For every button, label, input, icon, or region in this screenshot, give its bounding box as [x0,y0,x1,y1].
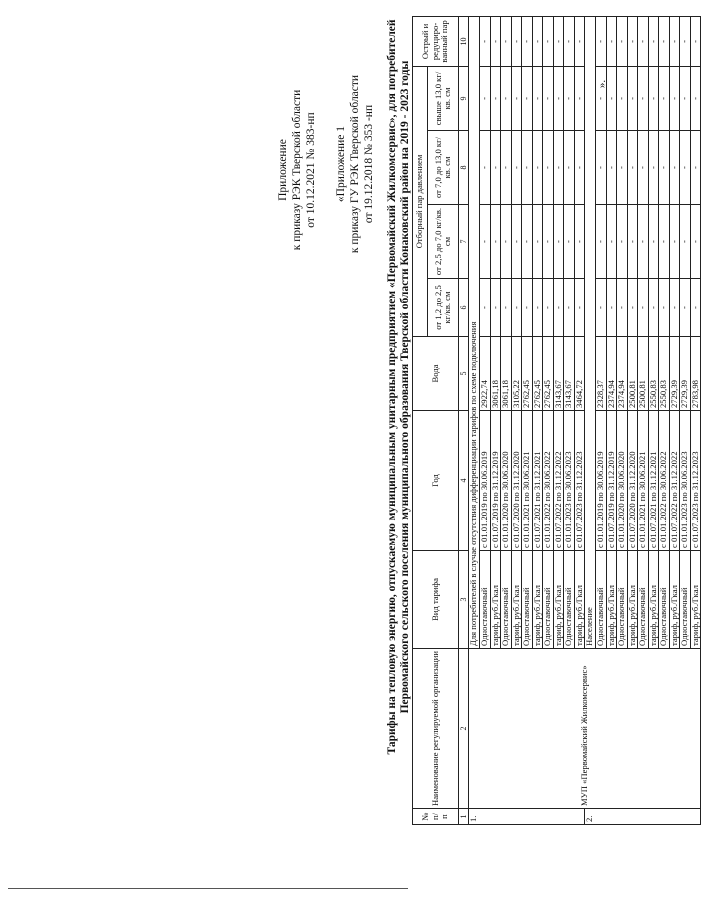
section-header-row [469,16,480,824]
empty-value-cell: - [574,16,585,66]
empty-value-cell: - [564,279,575,337]
org-name-cell: МУП «Первомайский Жилкомсервис» [469,649,701,809]
empty-value-cell: - [480,131,491,205]
tariff-type-cell: тариф, руб./Гкал [627,551,638,649]
tariff-type-cell: Одноставочный [543,551,554,649]
water-value-cell: 2762,45 [532,337,543,411]
period-cell: с 01.01.2019 по 30.06.2019 [596,411,607,551]
tariff-table-body [469,16,701,824]
empty-value-cell: - [638,279,649,337]
header-line: к приказу РЭК Тверской области [291,89,303,251]
water-value-cell: 2762,45 [543,337,554,411]
tariff-type-cell: Одноставочный [680,551,691,649]
empty-value-cell: - [690,205,701,279]
water-value-cell: 2762,45 [522,337,533,411]
col-number: 5 [459,337,469,411]
col-number: 3 [459,551,469,649]
period-cell: с 01.01.2022 по 30.06.2022 [543,411,554,551]
period-cell: с 01.07.2020 по 31.12.2020 [627,411,638,551]
empty-value-cell: - [511,205,522,279]
tariff-table-wrapper [412,17,701,825]
period-cell: с 01.07.2020 по 31.12.2020 [511,411,522,551]
empty-value-cell: - [648,16,659,66]
empty-value-cell: - [669,66,680,130]
empty-value-cell: - [627,205,638,279]
empty-value-cell: - [648,66,659,130]
header-line: от 19.12.2018 № 353 -нп [363,104,375,224]
col-header-type: Вид тарифа [413,551,459,649]
empty-value-cell: - [553,279,564,337]
empty-value-cell: - [522,131,533,205]
empty-value-cell: - [522,16,533,66]
period-cell: с 01.01.2021 по 30.06.2021 [522,411,533,551]
empty-value-cell: - [564,205,575,279]
tariff-type-cell: тариф, руб./Гкал [648,551,659,649]
empty-value-cell: - [617,131,628,205]
appendix-header [334,14,376,314]
col-header-org: Наименование регулируемой организации [413,649,459,809]
empty-value-cell: - [627,131,638,205]
title-line: Первомайского сельского поселения муниципального образования Тверской области Конаковский район на 2019 - 2023 годы [399,60,411,714]
empty-value-cell: - [522,66,533,130]
water-value-cell: 3464,72 [574,337,585,411]
empty-value-cell: - [669,16,680,66]
header-line: «Приложение 1 [335,125,347,203]
section-number: 2. [585,809,701,825]
period-cell: с 01.01.2019 по 30.06.2019 [480,411,491,551]
water-value-cell: 2783,98 [690,337,701,411]
empty-value-cell: - [532,66,543,130]
empty-value-cell: - [617,205,628,279]
empty-value-cell: - [659,16,670,66]
empty-value-cell: - [511,66,522,130]
water-value-cell: 3061,18 [501,337,512,411]
tariff-type-cell: тариф, руб./Гкал [606,551,617,649]
period-cell: с 01.01.2022 по 30.06.2022 [659,411,670,551]
water-value-cell: 3143,67 [564,337,575,411]
water-value-cell: 2500,81 [638,337,649,411]
tariff-type-cell: Одноставочный [564,551,575,649]
empty-value-cell: - [564,16,575,66]
empty-value-cell: - [659,279,670,337]
empty-value-cell: - [659,205,670,279]
empty-value-cell: - [543,279,554,337]
empty-value-cell: - [564,131,575,205]
empty-value-cell: - [543,16,554,66]
empty-value-cell: - [659,66,670,130]
section-label: Население [585,16,596,648]
empty-value-cell: - [690,131,701,205]
empty-value-cell: - [627,66,638,130]
empty-value-cell: - [501,131,512,205]
empty-value-cell: - [511,279,522,337]
tariff-type-cell: Одноставочный [638,551,649,649]
col-header-p4: свыше 13,0 кг/кв. см [428,66,459,130]
empty-value-cell: - [490,279,501,337]
empty-value-cell: - [543,66,554,130]
col-header-sharp-steam: Острый и редуциро- ванный пар [413,16,459,66]
empty-value-cell: - [522,279,533,337]
empty-value-cell: - [680,279,691,337]
empty-value-cell: - [553,66,564,130]
footer-rule [8,888,408,889]
empty-value-cell: - [532,205,543,279]
empty-value-cell: - [596,131,607,205]
period-cell: с 01.01.2023 по 30.06.2023 [680,411,691,551]
water-value-cell: 2374,94 [606,337,617,411]
tariff-type-cell: тариф, руб./Гкал [511,551,522,649]
empty-value-cell: - [501,279,512,337]
empty-value-cell: - [648,205,659,279]
water-value-cell: 2729,39 [669,337,680,411]
period-cell: с 01.07.2019 по 31.12.2019 [606,411,617,551]
empty-value-cell: - [669,131,680,205]
rotated-page [14,0,700,860]
empty-value-cell: - [532,131,543,205]
empty-value-cell: - [680,131,691,205]
water-value-cell: 2328,37 [596,337,607,411]
empty-value-cell: - [638,16,649,66]
empty-value-cell: - [490,66,501,130]
empty-value-cell: - [511,131,522,205]
empty-value-cell: - [617,16,628,66]
empty-value-cell: - [606,66,617,130]
tariff-type-cell: тариф, руб./Гкал [574,551,585,649]
empty-value-cell: - [627,16,638,66]
water-value-cell: 3143,67 [553,337,564,411]
period-cell: с 01.07.2019 по 31.12.2019 [490,411,501,551]
title-line: Тарифы на тепловую энергию, отпускаемую муниципальным унитарным предприятием «Первомайский Жилкомсервис», для потребителей [386,19,398,755]
empty-value-cell: - [690,66,701,130]
col-number: 6 [459,279,469,337]
water-value-cell: 3061,18 [490,337,501,411]
empty-value-cell: - [596,279,607,337]
empty-value-cell: - [659,131,670,205]
period-cell: с 01.01.2020 по 30.06.2020 [501,411,512,551]
empty-value-cell: - [606,131,617,205]
empty-value-cell: - [553,131,564,205]
empty-value-cell: - [490,205,501,279]
empty-value-cell: - [638,66,649,130]
period-cell: с 01.07.2022 по 31.12.2022 [669,411,680,551]
empty-value-cell: - [690,16,701,66]
tariff-type-cell: Одноставочный [480,551,491,649]
header-line: от 10.12.2021 № 383-нп [305,112,317,228]
header-line: Приложение [277,139,289,201]
empty-value-cell: - [638,131,649,205]
period-cell: с 01.01.2021 по 30.06.2021 [638,411,649,551]
empty-value-cell: - [596,66,607,130]
col-header-num: № п/ п [413,809,459,825]
empty-value-cell: - [669,205,680,279]
period-cell: с 01.07.2023 по 31.12.2023 [690,411,701,551]
empty-value-cell: - [480,16,491,66]
empty-value-cell: - [680,205,691,279]
empty-value-cell: - [627,279,638,337]
tariff-type-cell: Одноставочный [522,551,533,649]
tariff-table [412,16,701,825]
col-number: 1 [459,809,469,825]
col-header-p3: от 7,0 до 13,0 кг/кв. см [428,131,459,205]
empty-value-cell: - [574,66,585,130]
empty-value-cell: - [648,131,659,205]
empty-value-cell: - [501,66,512,130]
tariff-type-cell: тариф, руб./Гкал [669,551,680,649]
empty-value-cell: - [564,66,575,130]
tariff-type-cell: Одноставочный [501,551,512,649]
empty-value-cell: - [480,66,491,130]
empty-value-cell: - [669,279,680,337]
empty-value-cell: - [606,16,617,66]
col-number: 8 [459,131,469,205]
tariff-type-cell: тариф, руб./Гкал [553,551,564,649]
tariff-type-cell: Одноставочный [659,551,670,649]
col-header-steam-group: Отборный пар давлением [413,66,428,336]
tariff-type-cell: Одноставочный [617,551,628,649]
empty-value-cell: - [543,131,554,205]
empty-value-cell: - [648,279,659,337]
period-cell: с 01.07.2021 по 31.12.2021 [648,411,659,551]
water-value-cell: 2729,39 [680,337,691,411]
tariff-type-cell: тариф, руб./Гкал [690,551,701,649]
empty-value-cell: - [480,279,491,337]
empty-value-cell: - [690,279,701,337]
empty-value-cell: - [606,205,617,279]
period-cell: с 01.07.2022 по 31.12.2022 [553,411,564,551]
water-value-cell: 2550,83 [648,337,659,411]
col-number: 10 [459,16,469,66]
header-line: к приказу ГУ РЭК Тверской области [349,74,361,254]
empty-value-cell: - [680,16,691,66]
empty-value-cell: - [532,16,543,66]
tariff-type-cell: тариф, руб./Гкал [532,551,543,649]
col-header-p2: от 2,5 до 7,0 кг/кв. см [428,205,459,279]
empty-value-cell: - [543,205,554,279]
empty-value-cell: - [574,279,585,337]
section-number: 1. [469,809,585,825]
water-value-cell: 2500,81 [627,337,638,411]
document-title [386,2,412,772]
empty-value-cell: - [501,16,512,66]
water-value-cell: 2922,74 [480,337,491,411]
empty-value-cell: - [522,205,533,279]
tariff-type-cell: Одноставочный [596,551,607,649]
empty-value-cell: - [638,205,649,279]
empty-value-cell: - [617,66,628,130]
empty-value-cell: - [574,131,585,205]
water-value-cell: 2374,94 [617,337,628,411]
period-cell: с 01.07.2021 по 31.12.2021 [532,411,543,551]
empty-value-cell: - [501,205,512,279]
empty-value-cell: - [606,279,617,337]
section-label: Для потребителей в случае отсутствия дифференциации тарифов по схеме подключения [469,16,480,648]
period-cell: с 01.07.2023 по 31.12.2023 [574,411,585,551]
empty-value-cell: - [553,16,564,66]
empty-value-cell: - [490,16,501,66]
col-header-water: Вода [413,337,459,411]
empty-value-cell: - [617,279,628,337]
closing-quote: ». [596,79,609,89]
period-cell: с 01.01.2023 по 30.06.2023 [564,411,575,551]
empty-value-cell: - [680,66,691,130]
col-number: 9 [459,66,469,130]
col-header-year: Год [413,411,459,551]
period-cell: с 01.01.2020 по 30.06.2020 [617,411,628,551]
empty-value-cell: - [490,131,501,205]
tariff-type-cell: тариф, руб./Гкал [490,551,501,649]
empty-value-cell: - [574,205,585,279]
water-value-cell: 2550,83 [659,337,670,411]
col-number: 4 [459,411,469,551]
approval-header [276,20,318,320]
empty-value-cell: - [511,16,522,66]
col-number: 2 [459,649,469,809]
empty-value-cell: - [532,279,543,337]
empty-value-cell: - [553,205,564,279]
water-value-cell: 3105,22 [511,337,522,411]
col-header-p1: от 1,2 до 2,5 кг/кв. см [428,279,459,337]
empty-value-cell: - [596,205,607,279]
col-number: 7 [459,205,469,279]
empty-value-cell: - [480,205,491,279]
empty-value-cell: - [596,16,607,66]
